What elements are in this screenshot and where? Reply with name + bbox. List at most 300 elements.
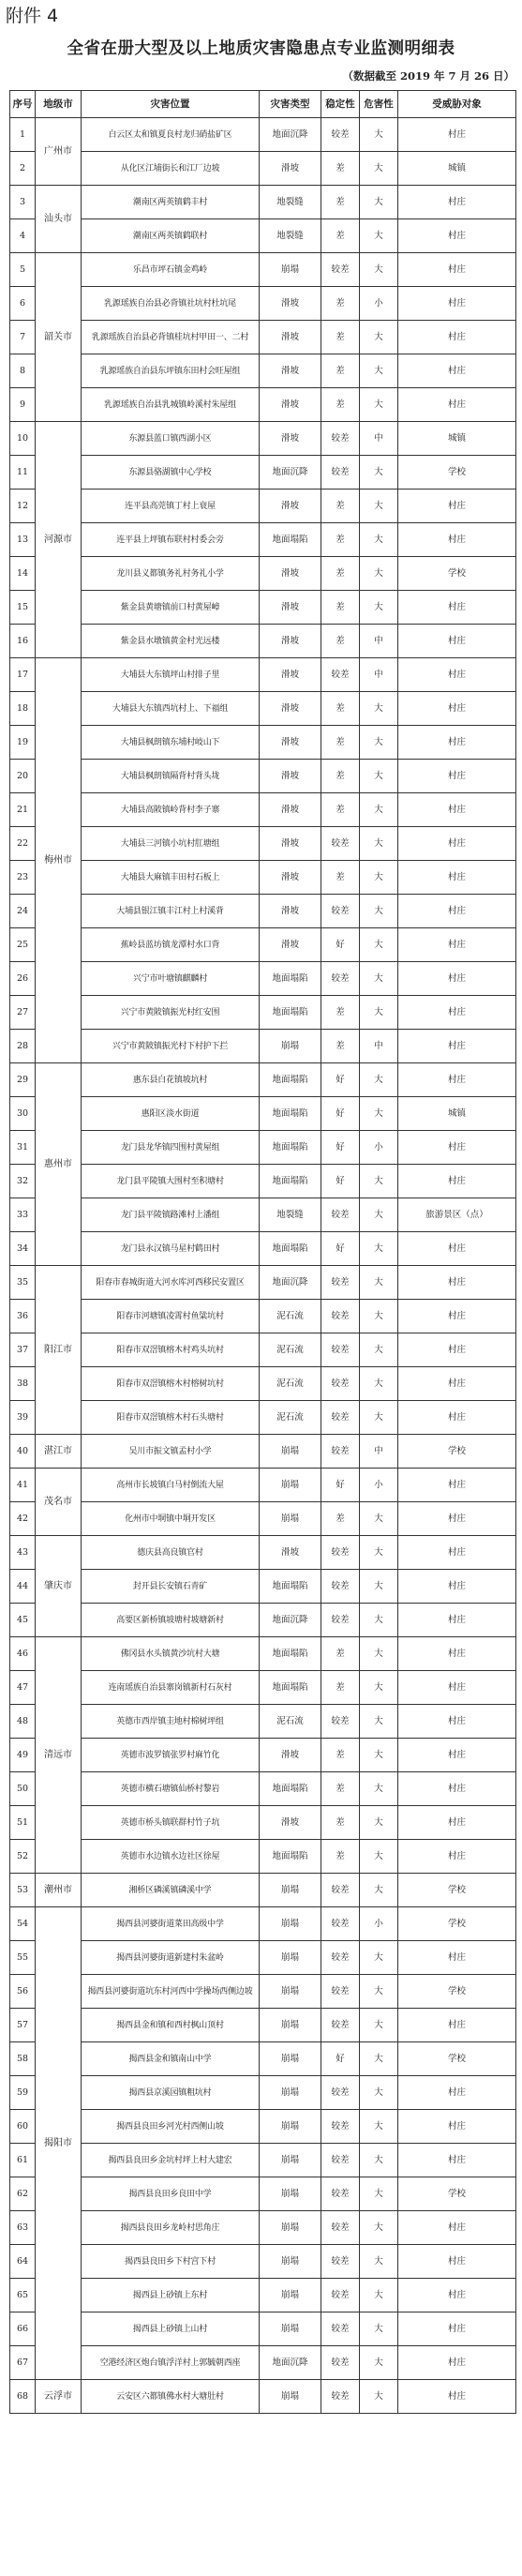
- harm-level-cell: 大: [360, 1063, 398, 1097]
- table-row: [10, 1941, 516, 1975]
- stability-cell: 较差: [321, 658, 360, 692]
- row-number-cell: 65: [10, 2279, 36, 2312]
- hazard-type-cell: 崩塌: [260, 1435, 321, 1469]
- stability-cell: 差: [321, 692, 360, 726]
- row-number-cell: 50: [10, 1772, 36, 1806]
- location-cell: 惠阳区淡水街道: [82, 1097, 260, 1131]
- threatened-object-cell: 村庄: [398, 523, 516, 557]
- hazard-type-cell: 地面塌陷: [260, 1131, 321, 1165]
- row-number-cell: 30: [10, 1097, 36, 1131]
- table-row: [10, 1772, 516, 1806]
- row-number-cell: 13: [10, 523, 36, 557]
- stability-cell: 较差: [321, 456, 360, 490]
- table-row: [10, 1536, 516, 1570]
- threatened-object-cell: 村庄: [398, 1570, 516, 1604]
- location-cell: 封开县长安镇石青矿: [82, 1570, 260, 1604]
- table-row: [10, 1300, 516, 1333]
- table-row: [10, 253, 516, 287]
- threatened-object-cell: 村庄: [398, 1165, 516, 1198]
- row-number-cell: 37: [10, 1333, 36, 1367]
- table-row: [10, 726, 516, 760]
- row-number-cell: 52: [10, 1840, 36, 1874]
- data-date-note: （数据截至 2019 年 7 月 26 日）: [342, 69, 515, 83]
- threatened-object-cell: 村庄: [398, 490, 516, 523]
- row-number-cell: 16: [10, 625, 36, 658]
- location-cell: 乳源瑶族自治县乳城镇岭溪村朱屋组: [82, 388, 260, 422]
- threatened-object-cell: 村庄: [398, 2211, 516, 2245]
- threatened-object-cell: 村庄: [398, 793, 516, 827]
- header-cell: 受威胁对象: [398, 91, 516, 118]
- row-number-cell: 66: [10, 2312, 36, 2346]
- row-number-cell: 4: [10, 219, 36, 253]
- row-number-cell: 15: [10, 591, 36, 625]
- city-cell: 韶关市: [36, 253, 82, 422]
- threatened-object-cell: 村庄: [398, 1232, 516, 1266]
- table-row: [10, 2245, 516, 2279]
- harm-level-cell: 大: [360, 760, 398, 793]
- table-row: [10, 1266, 516, 1300]
- table-row: [10, 1097, 516, 1131]
- location-cell: 大埔县三河镇小坑村肛塘组: [82, 827, 260, 861]
- row-number-cell: 14: [10, 557, 36, 591]
- harm-level-cell: 大: [360, 1637, 398, 1671]
- threatened-object-cell: 学校: [398, 1907, 516, 1941]
- hazard-type-cell: 滑坡: [260, 625, 321, 658]
- stability-cell: 差: [321, 793, 360, 827]
- table-row: [10, 287, 516, 321]
- hazard-type-cell: 滑坡: [260, 490, 321, 523]
- stability-cell: 较差: [321, 2009, 360, 2042]
- hazard-type-cell: 滑坡: [260, 1806, 321, 1840]
- location-cell: 英德市西岸镇圭地村棉树坪组: [82, 1705, 260, 1739]
- location-cell: 连平县高莞镇丁村上衰屋: [82, 490, 260, 523]
- city-cell: 茂名市: [36, 1469, 82, 1536]
- table-row: [10, 1469, 516, 1502]
- row-number-cell: 19: [10, 726, 36, 760]
- location-cell: 高州市长坡镇白马村倒流大屋: [82, 1469, 260, 1502]
- city-cell: 云浮市: [36, 2380, 82, 2414]
- location-cell: 龙门县龙华镇四围村黄屋组: [82, 1131, 260, 1165]
- row-number-cell: 9: [10, 388, 36, 422]
- row-number-cell: 67: [10, 2346, 36, 2380]
- location-cell: 英德市横石塘镇仙桥村黎岩: [82, 1772, 260, 1806]
- city-cell: 肇庆市: [36, 1536, 82, 1637]
- harm-level-cell: 大: [360, 1097, 398, 1131]
- location-cell: 兴宁市黄陂镇振光村下村护下拦: [82, 1030, 260, 1063]
- row-number-cell: 25: [10, 928, 36, 962]
- hazard-type-cell: 滑坡: [260, 793, 321, 827]
- hazard-type-cell: 泥石流: [260, 1401, 321, 1435]
- threatened-object-cell: 村庄: [398, 1030, 516, 1063]
- row-number-cell: 34: [10, 1232, 36, 1266]
- location-cell: 英德市桥头镇联群村竹子坑: [82, 1806, 260, 1840]
- row-number-cell: 6: [10, 287, 36, 321]
- row-number-cell: 31: [10, 1131, 36, 1165]
- stability-cell: 较差: [321, 1604, 360, 1637]
- harm-level-cell: 大: [360, 2346, 398, 2380]
- location-cell: 吴川市振文镇孟村小学: [82, 1435, 260, 1469]
- table-row: [10, 2211, 516, 2245]
- threatened-object-cell: 村庄: [398, 827, 516, 861]
- stability-cell: 差: [321, 354, 360, 388]
- hazard-type-cell: 地裂缝: [260, 219, 321, 253]
- table-row: [10, 557, 516, 591]
- table-row: [10, 1705, 516, 1739]
- stability-cell: 较差: [321, 895, 360, 928]
- stability-cell: 较差: [321, 1705, 360, 1739]
- threatened-object-cell: 村庄: [398, 928, 516, 962]
- location-cell: 揭西县良田乡金坑村坪上村大建宏: [82, 2144, 260, 2177]
- table-row: [10, 490, 516, 523]
- row-number-cell: 12: [10, 490, 36, 523]
- row-number-cell: 45: [10, 1604, 36, 1637]
- location-cell: 惠东县白花镇坡坑村: [82, 1063, 260, 1097]
- table-row: [10, 1435, 516, 1469]
- threatened-object-cell: 村庄: [398, 625, 516, 658]
- location-cell: 东源县骆湖镇中心学校: [82, 456, 260, 490]
- stability-cell: 差: [321, 760, 360, 793]
- row-number-cell: 22: [10, 827, 36, 861]
- threatened-object-cell: 村庄: [398, 1671, 516, 1705]
- hazard-type-cell: 崩塌: [260, 2144, 321, 2177]
- location-cell: 揭西县良田乡下村宫下村: [82, 2245, 260, 2279]
- stability-cell: 好: [321, 928, 360, 962]
- city-cell: 潮州市: [36, 1874, 82, 1907]
- city-cell: 湛江市: [36, 1435, 82, 1469]
- location-cell: 龙川县义都镇务礼村务礼小学: [82, 557, 260, 591]
- threatened-object-cell: 村庄: [398, 1840, 516, 1874]
- threatened-object-cell: 城镇: [398, 422, 516, 456]
- location-cell: 大埔县大东镇西坑村上、下福组: [82, 692, 260, 726]
- harm-level-cell: 大: [360, 1300, 398, 1333]
- threatened-object-cell: 学校: [398, 2042, 516, 2076]
- threatened-object-cell: 村庄: [398, 726, 516, 760]
- location-cell: 乳源瑶族自治县必背镇社坑村杜坑尾: [82, 287, 260, 321]
- harm-level-cell: 大: [360, 456, 398, 490]
- hazard-type-cell: 崩塌: [260, 1975, 321, 2009]
- document-title: 全省在册大型及以上地质灾害隐患点专业监测明细表: [67, 39, 455, 58]
- row-number-cell: 10: [10, 422, 36, 456]
- stability-cell: 较差: [321, 962, 360, 996]
- stability-cell: 差: [321, 1840, 360, 1874]
- harm-level-cell: 大: [360, 2177, 398, 2211]
- harm-level-cell: 小: [360, 1131, 398, 1165]
- location-cell: 东源县蓝口镇西湖小区: [82, 422, 260, 456]
- harm-level-cell: 中: [360, 422, 398, 456]
- table-row: [10, 422, 516, 456]
- harm-level-cell: 中: [360, 1435, 398, 1469]
- threatened-object-cell: 学校: [398, 1435, 516, 1469]
- threatened-object-cell: 村庄: [398, 1063, 516, 1097]
- harm-level-cell: 中: [360, 1030, 398, 1063]
- stability-cell: 较差: [321, 1401, 360, 1435]
- threatened-object-cell: 村庄: [398, 1705, 516, 1739]
- hazard-type-cell: 地面塌陷: [260, 962, 321, 996]
- harm-level-cell: 小: [360, 1907, 398, 1941]
- location-cell: 英德市水边镇水边社区徐屋: [82, 1840, 260, 1874]
- hazard-type-cell: 地面塌陷: [260, 1840, 321, 1874]
- table-row: [10, 1806, 516, 1840]
- header-cell: 灾害类型: [260, 91, 321, 118]
- harm-level-cell: 大: [360, 1266, 398, 1300]
- location-cell: 阳春市双滘镇榕木村鸡头坑村: [82, 1333, 260, 1367]
- harm-level-cell: 大: [360, 321, 398, 354]
- harm-level-cell: 大: [360, 2110, 398, 2144]
- row-number-cell: 48: [10, 1705, 36, 1739]
- stability-cell: 差: [321, 1806, 360, 1840]
- table-header-row: [10, 91, 516, 118]
- threatened-object-cell: 村庄: [398, 692, 516, 726]
- hazard-type-cell: 地面塌陷: [260, 1637, 321, 1671]
- table-row: [10, 2042, 516, 2076]
- threatened-object-cell: 村庄: [398, 1401, 516, 1435]
- hazard-type-cell: 崩塌: [260, 2279, 321, 2312]
- table-row: [10, 1401, 516, 1435]
- harm-level-cell: 大: [360, 1502, 398, 1536]
- row-number-cell: 27: [10, 996, 36, 1030]
- threatened-object-cell: 村庄: [398, 1637, 516, 1671]
- location-cell: 乳源瑶族自治县必背镇桂坑村甲田一、二村: [82, 321, 260, 354]
- harm-level-cell: 大: [360, 1975, 398, 2009]
- table-row: [10, 1874, 516, 1907]
- row-number-cell: 1: [10, 118, 36, 152]
- stability-cell: 好: [321, 1232, 360, 1266]
- location-cell: 阳春市双滘镇榕木村石头塘村: [82, 1401, 260, 1435]
- row-number-cell: 62: [10, 2177, 36, 2211]
- table-row: [10, 1739, 516, 1772]
- hazard-type-cell: 崩塌: [260, 2177, 321, 2211]
- row-number-cell: 49: [10, 1739, 36, 1772]
- table-row: [10, 1131, 516, 1165]
- harm-level-cell: 大: [360, 2279, 398, 2312]
- row-number-cell: 32: [10, 1165, 36, 1198]
- location-cell: 揭西县河婆街道新建村朱盆岭: [82, 1941, 260, 1975]
- attachment-label: 附件 4: [6, 6, 59, 26]
- hazard-type-cell: 泥石流: [260, 1705, 321, 1739]
- location-cell: 大埔县枫朗镇隔背村背头垅: [82, 760, 260, 793]
- harm-level-cell: 大: [360, 186, 398, 219]
- threatened-object-cell: 村庄: [398, 287, 516, 321]
- hazard-type-cell: 崩塌: [260, 1502, 321, 1536]
- hazard-type-cell: 崩塌: [260, 1874, 321, 1907]
- harm-level-cell: 大: [360, 1333, 398, 1367]
- harm-level-cell: 大: [360, 557, 398, 591]
- row-number-cell: 53: [10, 1874, 36, 1907]
- row-number-cell: 11: [10, 456, 36, 490]
- stability-cell: 差: [321, 523, 360, 557]
- harm-level-cell: 大: [360, 2144, 398, 2177]
- location-cell: 佛冈县水头镇黄沙坑村大塘: [82, 1637, 260, 1671]
- threatened-object-cell: 学校: [398, 1975, 516, 2009]
- row-number-cell: 35: [10, 1266, 36, 1300]
- location-cell: 揭西县上砂镇上山村: [82, 2312, 260, 2346]
- harm-level-cell: 大: [360, 1874, 398, 1907]
- threatened-object-cell: 城镇: [398, 152, 516, 186]
- stability-cell: 差: [321, 388, 360, 422]
- hazard-type-cell: 滑坡: [260, 692, 321, 726]
- location-cell: 连平县上坪镇布联村村委会旁: [82, 523, 260, 557]
- stability-cell: 差: [321, 625, 360, 658]
- threatened-object-cell: 村庄: [398, 996, 516, 1030]
- stability-cell: 差: [321, 726, 360, 760]
- location-cell: 揭西县金和镇南山中学: [82, 2042, 260, 2076]
- threatened-object-cell: 村庄: [398, 1772, 516, 1806]
- row-number-cell: 44: [10, 1570, 36, 1604]
- harm-level-cell: 大: [360, 2245, 398, 2279]
- harm-level-cell: 大: [360, 2312, 398, 2346]
- table-row: [10, 1975, 516, 2009]
- row-number-cell: 28: [10, 1030, 36, 1063]
- row-number-cell: 40: [10, 1435, 36, 1469]
- harm-level-cell: 大: [360, 1401, 398, 1435]
- hazard-type-cell: 滑坡: [260, 422, 321, 456]
- hazard-type-cell: 滑坡: [260, 861, 321, 895]
- stability-cell: 差: [321, 591, 360, 625]
- threatened-object-cell: 村庄: [398, 2009, 516, 2042]
- threatened-object-cell: 学校: [398, 1874, 516, 1907]
- hazard-type-cell: 地面沉降: [260, 1604, 321, 1637]
- row-number-cell: 60: [10, 2110, 36, 2144]
- stability-cell: 好: [321, 1469, 360, 1502]
- table-row: [10, 962, 516, 996]
- table-row: [10, 1502, 516, 1536]
- harm-level-cell: 大: [360, 1806, 398, 1840]
- location-cell: 大埔县大东镇坪山村排子里: [82, 658, 260, 692]
- table-row: [10, 996, 516, 1030]
- harm-level-cell: 大: [360, 827, 398, 861]
- harm-level-cell: 大: [360, 793, 398, 827]
- table-row: [10, 793, 516, 827]
- hazard-type-cell: 地面塌陷: [260, 1165, 321, 1198]
- location-cell: 揭西县京溪园镇粗坑村: [82, 2076, 260, 2110]
- location-cell: 阳春市春城街道大河水库河西移民安置区: [82, 1266, 260, 1300]
- table-row: [10, 2144, 516, 2177]
- hazard-type-cell: 地面沉降: [260, 2346, 321, 2380]
- table-row: [10, 692, 516, 726]
- threatened-object-cell: 城镇: [398, 1097, 516, 1131]
- threatened-object-cell: 村庄: [398, 591, 516, 625]
- table-row: [10, 1198, 516, 1232]
- hazard-type-cell: 地裂缝: [260, 186, 321, 219]
- row-number-cell: 56: [10, 1975, 36, 2009]
- table-row: [10, 1840, 516, 1874]
- harm-level-cell: 大: [360, 1232, 398, 1266]
- harm-level-cell: 小: [360, 287, 398, 321]
- location-cell: 阳春市河塘镇凌霄村鱼粱坑村: [82, 1300, 260, 1333]
- stability-cell: 好: [321, 1165, 360, 1198]
- stability-cell: 较差: [321, 422, 360, 456]
- threatened-object-cell: 村庄: [398, 2380, 516, 2414]
- city-cell: 惠州市: [36, 1063, 82, 1266]
- hazard-type-cell: 泥石流: [260, 1300, 321, 1333]
- city-cell: 揭阳市: [36, 1907, 82, 2380]
- location-cell: 大埔县银江镇丰江村上村溪背: [82, 895, 260, 928]
- table-row: [10, 760, 516, 793]
- table-row: [10, 2312, 516, 2346]
- threatened-object-cell: 村庄: [398, 1469, 516, 1502]
- table-row: [10, 1367, 516, 1401]
- table-body: [10, 118, 516, 2414]
- stability-cell: 差: [321, 1030, 360, 1063]
- table-row: [10, 523, 516, 557]
- table-row: [10, 186, 516, 219]
- hazard-type-cell: 地面沉降: [260, 1266, 321, 1300]
- harm-level-cell: 大: [360, 2380, 398, 2414]
- threatened-object-cell: 村庄: [398, 2346, 516, 2380]
- hazard-type-cell: 地面塌陷: [260, 1772, 321, 1806]
- table-row: [10, 658, 516, 692]
- stability-cell: 好: [321, 1131, 360, 1165]
- table-row: [10, 1063, 516, 1097]
- location-cell: 紫金县黄塘镇前口村黄屋嶂: [82, 591, 260, 625]
- hazard-type-cell: 崩塌: [260, 1030, 321, 1063]
- location-cell: 揭西县上砂镇上东村: [82, 2279, 260, 2312]
- hazard-type-cell: 地面塌陷: [260, 996, 321, 1030]
- threatened-object-cell: 村庄: [398, 1266, 516, 1300]
- stability-cell: 差: [321, 996, 360, 1030]
- harm-level-cell: 大: [360, 861, 398, 895]
- harm-level-cell: 大: [360, 388, 398, 422]
- threatened-object-cell: 村庄: [398, 2245, 516, 2279]
- harm-level-cell: 中: [360, 625, 398, 658]
- row-number-cell: 68: [10, 2380, 36, 2414]
- stability-cell: 较差: [321, 2177, 360, 2211]
- stability-cell: 较差: [321, 1874, 360, 1907]
- hazard-type-cell: 崩塌: [260, 2211, 321, 2245]
- row-number-cell: 64: [10, 2245, 36, 2279]
- row-number-cell: 38: [10, 1367, 36, 1401]
- harm-level-cell: 大: [360, 591, 398, 625]
- hazard-type-cell: 地面沉降: [260, 118, 321, 152]
- hazard-type-cell: 滑坡: [260, 321, 321, 354]
- row-number-cell: 17: [10, 658, 36, 692]
- table-row: [10, 456, 516, 490]
- table-row: [10, 861, 516, 895]
- stability-cell: 较差: [321, 827, 360, 861]
- city-cell: 河源市: [36, 422, 82, 658]
- stability-cell: 好: [321, 1097, 360, 1131]
- location-cell: 揭西县良田乡龙岭村思角庄: [82, 2211, 260, 2245]
- stability-cell: 差: [321, 186, 360, 219]
- table-row: [10, 219, 516, 253]
- hazard-type-cell: 地面塌陷: [260, 1097, 321, 1131]
- location-cell: 兴宁市叶塘镇麒麟村: [82, 962, 260, 996]
- stability-cell: 差: [321, 1671, 360, 1705]
- stability-cell: 好: [321, 1063, 360, 1097]
- header-cell: 稳定性: [321, 91, 360, 118]
- threatened-object-cell: 村庄: [398, 1536, 516, 1570]
- hazard-monitoring-table: [9, 90, 516, 2414]
- stability-cell: 较差: [321, 1570, 360, 1604]
- threatened-object-cell: 村庄: [398, 118, 516, 152]
- table-row: [10, 1232, 516, 1266]
- harm-level-cell: 大: [360, 118, 398, 152]
- stability-cell: 较差: [321, 1367, 360, 1401]
- harm-level-cell: 大: [360, 2042, 398, 2076]
- harm-level-cell: 大: [360, 219, 398, 253]
- row-number-cell: 20: [10, 760, 36, 793]
- location-cell: 蕉岭县蓝坊镇龙潭村水口背: [82, 928, 260, 962]
- stability-cell: 差: [321, 321, 360, 354]
- threatened-object-cell: 村庄: [398, 1131, 516, 1165]
- row-number-cell: 41: [10, 1469, 36, 1502]
- location-cell: 大埔县高陂镇岭背村李子寨: [82, 793, 260, 827]
- location-cell: 兴宁市黄陂镇振光村红安围: [82, 996, 260, 1030]
- location-cell: 云安区六都镇佛水村大塘肚村: [82, 2380, 260, 2414]
- location-cell: 空港经济区炮台镇浮洋村上郭毓朝西座: [82, 2346, 260, 2380]
- city-cell: 广州市: [36, 118, 82, 186]
- hazard-type-cell: 滑坡: [260, 152, 321, 186]
